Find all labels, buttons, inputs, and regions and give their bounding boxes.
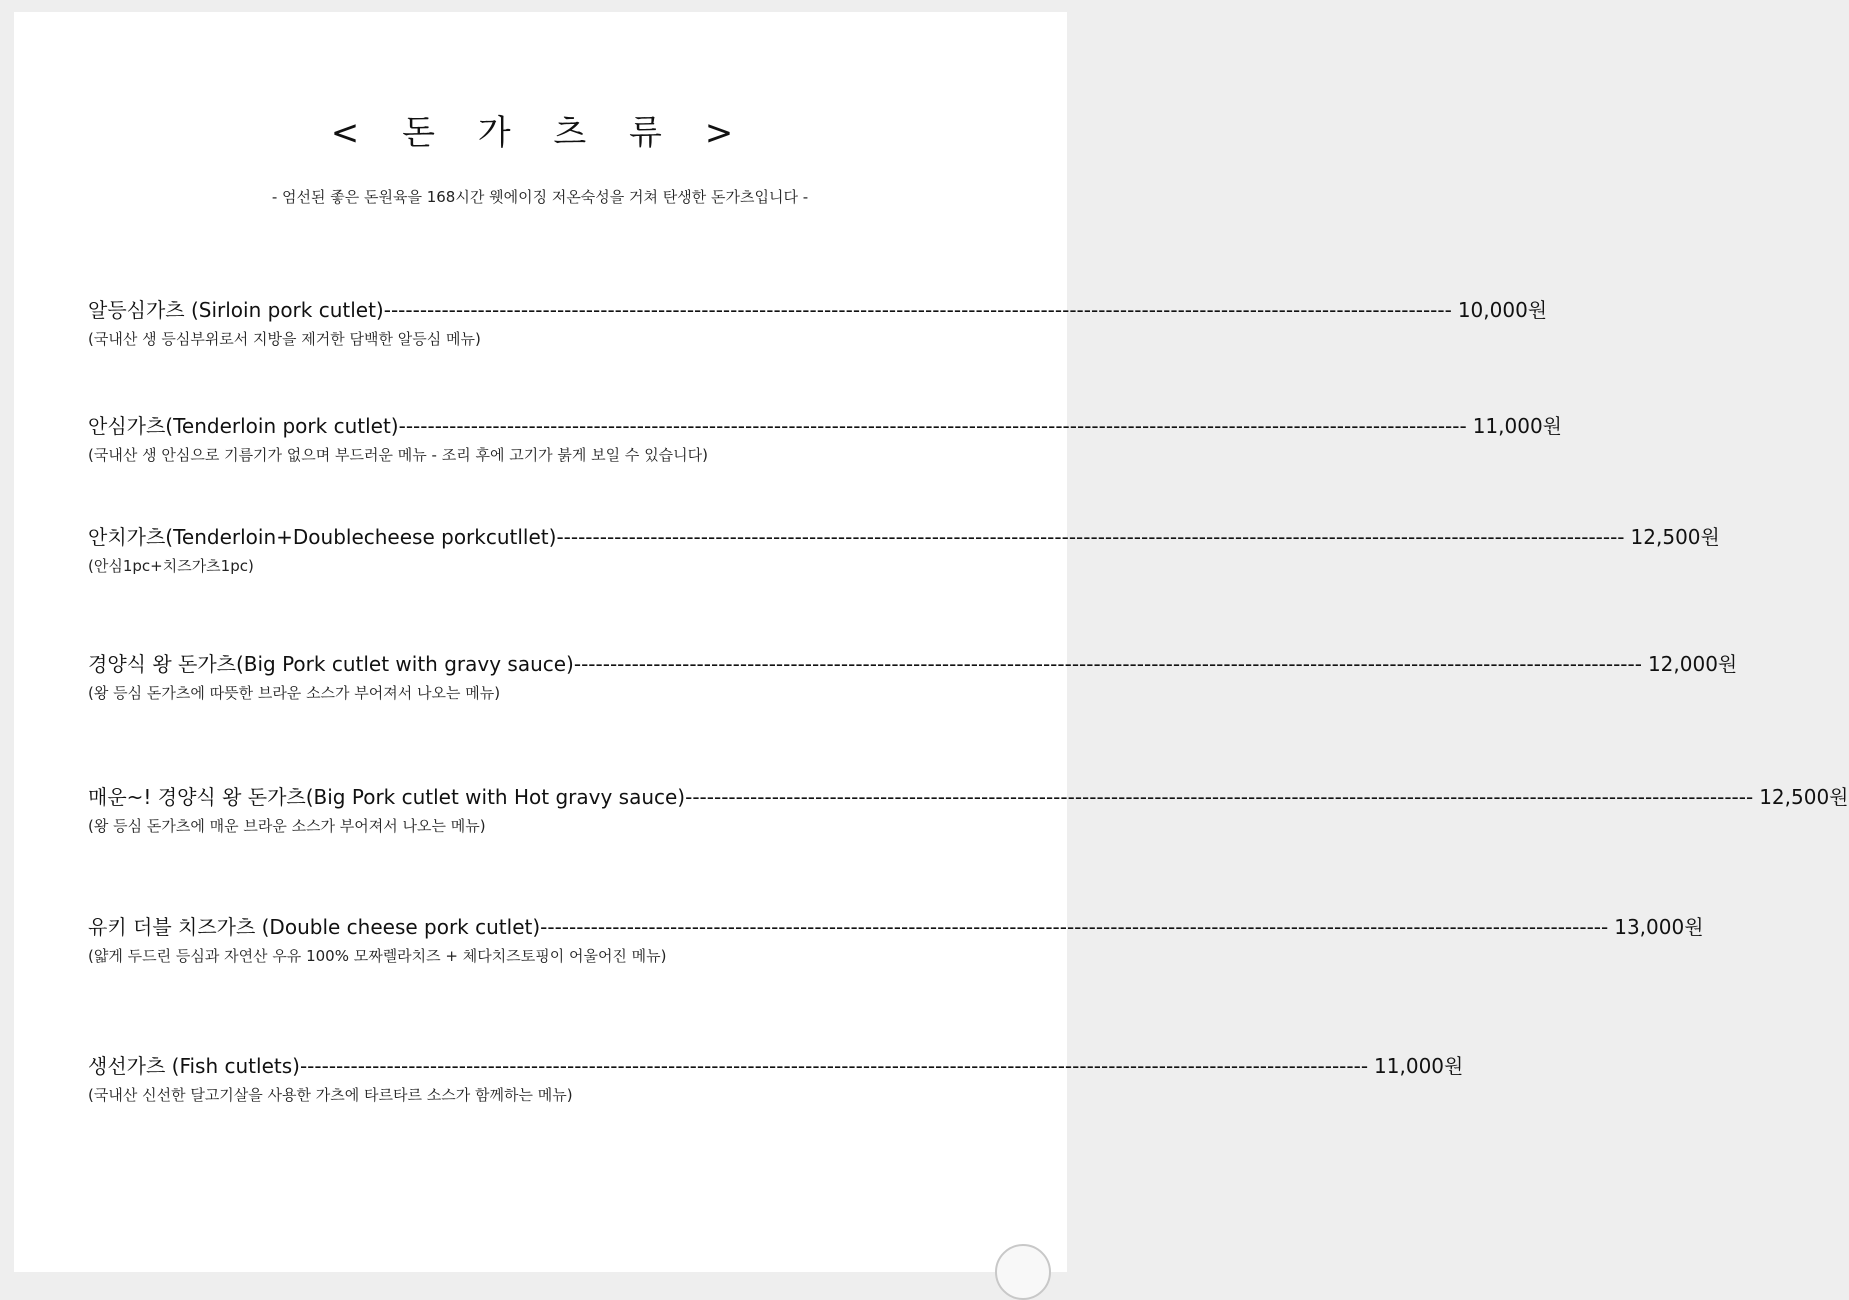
- menu-item: [88, 784, 1849, 836]
- dotted-leader: ----------------------------------------------------------------------------------------------------------------------------------------------------: [573, 652, 1642, 676]
- dotted-leader: ----------------------------------------------------------------------------------------------------------------------------------------------------: [540, 915, 1609, 939]
- menu-item-description: (안심1pc+치즈가츠1pc): [88, 557, 254, 575]
- menu-item: [88, 914, 1704, 966]
- dotted-leader: ----------------------------------------------------------------------------------------------------------------------------------------------------: [383, 298, 1452, 322]
- dotted-leader: ----------------------------------------------------------------------------------------------------------------------------------------------------: [398, 414, 1467, 438]
- menu-item-description: (국내산 신선한 달고기살을 사용한 가츠에 타르타르 소스가 함께하는 메뉴): [88, 1086, 573, 1104]
- menu-item-description: (국내산 생 안심으로 기름기가 없으며 부드러운 메뉴 - 조리 후에 고기가 붉게 보일 수 있습니다): [88, 446, 709, 464]
- menu-item: [88, 297, 1548, 349]
- menu-item-description: (국내산 생 등심부위로서 지방을 제거한 담백한 알등심 메뉴): [88, 330, 481, 348]
- menu-item-price: 11,000원: [1472, 414, 1563, 438]
- menu-item-name: 생선가츠 (Fish cutlets): [88, 1054, 300, 1078]
- page-title: < 돈 가 츠 류 >: [330, 113, 750, 153]
- menu-item-description: (왕 등심 돈가츠에 매운 브라운 소스가 부어져서 나오는 메뉴): [88, 817, 486, 835]
- menu-item-name: 유키 더블 치즈가츠 (Double cheese pork cutlet): [88, 915, 541, 939]
- menu-item-name: 매운~! 경양식 왕 돈가츠(Big Pork cutlet with Hot gravy sauce): [88, 785, 686, 809]
- scroll-button-icon[interactable]: [995, 1244, 1051, 1300]
- menu-item-price: 11,000원: [1374, 1054, 1464, 1078]
- dotted-leader: ----------------------------------------------------------------------------------------------------------------------------------------------------: [556, 525, 1625, 549]
- menu-item-name: 알등심가츠 (Sirloin pork cutlet): [88, 298, 384, 322]
- menu-item-description: (왕 등심 돈가츠에 따뜻한 브라운 소스가 부어져서 나오는 메뉴): [88, 684, 501, 702]
- menu-item: [88, 413, 1563, 465]
- dotted-leader: ----------------------------------------------------------------------------------------------------------------------------------------------------: [299, 1054, 1369, 1078]
- menu-item-price: 10,000원: [1457, 298, 1548, 322]
- menu-item-price: 12,500원: [1630, 525, 1720, 549]
- dotted-leader: ----------------------------------------------------------------------------------------------------------------------------------------------------: [685, 785, 1754, 809]
- menu-item-price: 13,000원: [1614, 915, 1704, 939]
- menu-item-price: 12,000원: [1647, 652, 1738, 676]
- page-subtitle: - 엄선된 좋은 돈원육을 168시간 웻에이징 저온숙성을 거쳐 탄생한 돈가츠입니다 -: [271, 188, 809, 206]
- menu-item-name: 안치가츠(Tenderloin+Doublecheese porkcutllet): [88, 525, 557, 549]
- menu-item-name: 경양식 왕 돈가츠(Big Pork cutlet with gravy sauce): [88, 652, 574, 676]
- menu-item: [88, 1053, 1464, 1105]
- menu-item-price: 12,500원: [1759, 785, 1849, 809]
- menu-item-name: 안심가츠(Tenderloin pork cutlet): [88, 414, 399, 438]
- menu-item: [88, 651, 1738, 703]
- menu-item-description: (얇게 두드린 등심과 자연산 우유 100% 모짜렐라치즈 + 체다치즈토핑이 어울어진 메뉴): [88, 947, 667, 965]
- menu-item: [88, 524, 1720, 576]
